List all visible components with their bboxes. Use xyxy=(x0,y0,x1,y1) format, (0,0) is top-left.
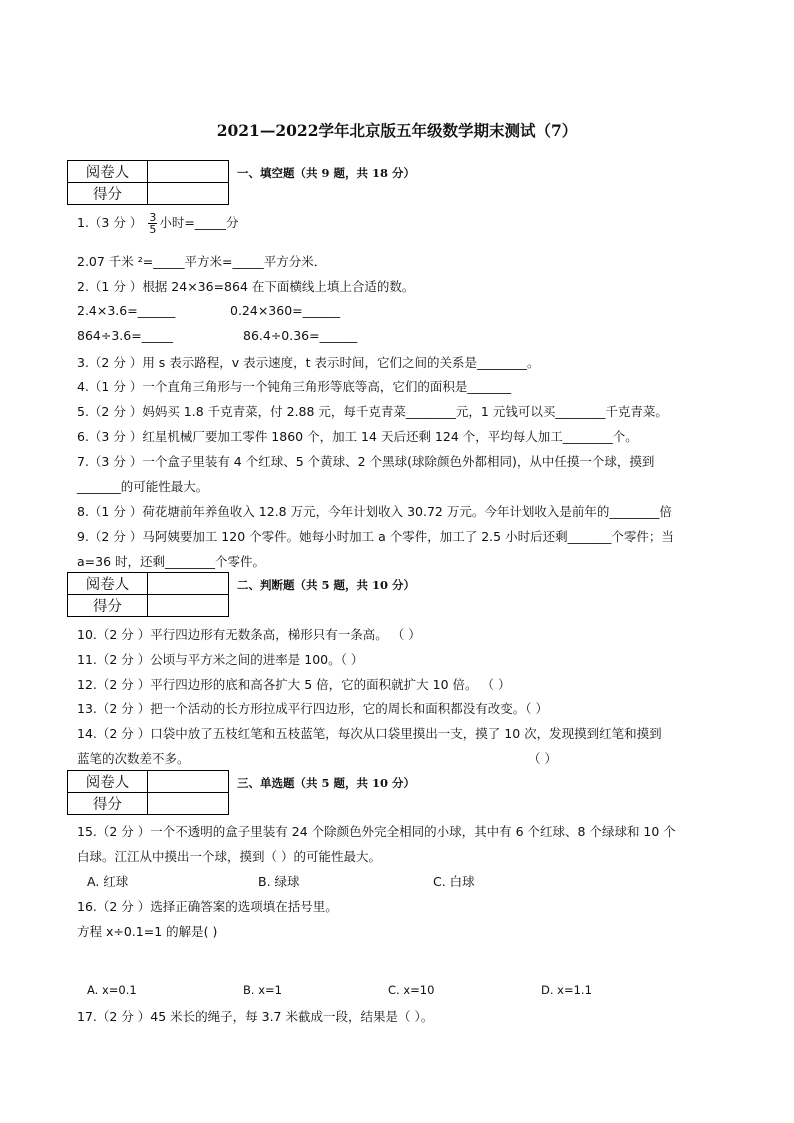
question-1: 1.（3 分 ） $\frac{3}{5}$ 小时=_____分 xyxy=(77,211,239,236)
question-10: 10.（2 分 ）平行四边形有无数条高，梯形只有一条高。 （ ） xyxy=(77,627,421,642)
reviewer-label: 阅卷人 xyxy=(68,573,148,595)
grader-box-3 xyxy=(67,770,229,815)
option-a[interactable]: A. 红球 xyxy=(87,874,129,889)
question-17: 17.（2 分 ）45 米长的绳子，每 3.7 米截成一段，结果是（ ）。 xyxy=(77,1009,434,1024)
question-9-cont: a=36 时，还剩________个零件。 xyxy=(77,554,266,569)
option-d[interactable]: D. x=1.1 xyxy=(541,983,592,997)
question-2-b: 0.24×360=______ xyxy=(230,303,341,318)
question-7-cont: _______的可能性最大。 xyxy=(77,479,209,494)
question-14: 14.（2 分 ）口袋中放了五枝红笔和五枝蓝笔，每次从口袋里摸出一支，摸了 10 次，发现摸到红笔和摸到 xyxy=(77,726,662,741)
score-field[interactable] xyxy=(148,595,229,617)
option-c[interactable]: C. x=10 xyxy=(388,983,435,997)
option-b[interactable]: B. x=1 xyxy=(243,983,282,997)
question-14-cont: 蓝笔的次数差不多。 xyxy=(77,751,190,766)
question-2-d: 86.4÷0.36=______ xyxy=(243,328,358,343)
question-1-part-2: 2.07 千米 ²=_____平方米=_____平方分米． xyxy=(77,254,327,269)
question-16-equation: 方程 x÷0.1=1 的解是( ) xyxy=(77,924,218,939)
question-2-c: 864÷3.6=_____ xyxy=(77,328,173,343)
section-heading-3: 三、单选题（共 5 题，共 10 分） xyxy=(237,776,416,790)
score-label: 得分 xyxy=(68,183,148,205)
question-13: 13.（2 分 ）把一个活动的长方形拉成平行四边形，它的周长和面积都没有改变。（ ） xyxy=(77,701,549,716)
score-label: 得分 xyxy=(68,595,148,617)
score-label: 得分 xyxy=(68,793,148,815)
question-16: 16.（2 分 ）选择正确答案的选项填在括号里。 xyxy=(77,899,338,914)
reviewer-field[interactable] xyxy=(148,161,229,183)
question-12: 12.（2 分 ）平行四边形的底和高各扩大 5 倍，它的面积就扩大 10 倍。 （ ） xyxy=(77,677,511,692)
question-9: 9.（2 分 ）马阿姨要加工 120 个零件。她每小时加工 a 个零件，加工了 2.5 小时后还剩_______个零件；当 xyxy=(77,529,674,544)
section-heading-1: 一、填空题（共 9 题，共 18 分） xyxy=(237,166,416,180)
reviewer-field[interactable] xyxy=(148,771,229,793)
option-a[interactable]: A. x=0.1 xyxy=(87,983,137,997)
grader-box-1 xyxy=(67,160,229,205)
question-2: 2.（1 分 ）根据 24×36=864 在下面横线上填上合适的数。 xyxy=(77,279,415,294)
grader-box-2 xyxy=(67,572,229,617)
score-field[interactable] xyxy=(148,793,229,815)
fraction: $\frac{3}{5}$ xyxy=(149,211,157,236)
section-heading-2: 二、判断题（共 5 题，共 10 分） xyxy=(237,578,416,592)
reviewer-label: 阅卷人 xyxy=(68,771,148,793)
question-7: 7.（3 分 ）一个盒子里装有 4 个红球、5 个黄球、2 个黑球(球除颜色外都相同)，从中任摸一个球，摸到 xyxy=(77,454,655,469)
question-3: 3.（2 分 ）用 s 表示路程，v 表示速度，t 表示时间，它们之间的关系是________。 xyxy=(77,355,540,370)
option-b[interactable]: B. 绿球 xyxy=(258,874,300,889)
option-c[interactable]: C. 白球 xyxy=(433,874,475,889)
question-5: 5.（2 分 ）妈妈买 1.8 千克青菜，付 2.88 元，每千克青菜________元，1 元钱可以买________千克青菜。 xyxy=(77,404,668,419)
score-field[interactable] xyxy=(148,183,229,205)
page-title: 2021—2022学年北京版五年级数学期末测试（7） xyxy=(216,121,578,140)
question-4: 4.（1 分 ）一个直角三角形与一个钝角三角形等底等高，它们的面积是_______ xyxy=(77,379,512,394)
reviewer-field[interactable] xyxy=(148,573,229,595)
question-6: 6.（3 分 ）红星机械厂要加工零件 1860 个，加工 14 天后还剩 124 个，平均每人加工________个。 xyxy=(77,429,638,444)
question-8: 8.（1 分 ）荷花塘前年养鱼收入 12.8 万元，今年计划收入 30.72 万元。今年计划收入是前年的________倍 xyxy=(77,504,672,519)
answer-paren: （ ） xyxy=(528,751,557,766)
question-2-a: 2.4×3.6=______ xyxy=(77,303,176,318)
question-15: 15.（2 分 ）一个不透明的盒子里装有 24 个除颜色外完全相同的小球，其中有 6 个红球、8 个绿球和 10 个 xyxy=(77,824,676,839)
question-15-cont: 白球。江江从中摸出一个球，摸到（ ）的可能性最大。 xyxy=(77,849,381,864)
reviewer-label: 阅卷人 xyxy=(68,161,148,183)
question-11: 11.（2 分 ）公顷与平方米之间的进率是 100。（ ） xyxy=(77,652,364,667)
